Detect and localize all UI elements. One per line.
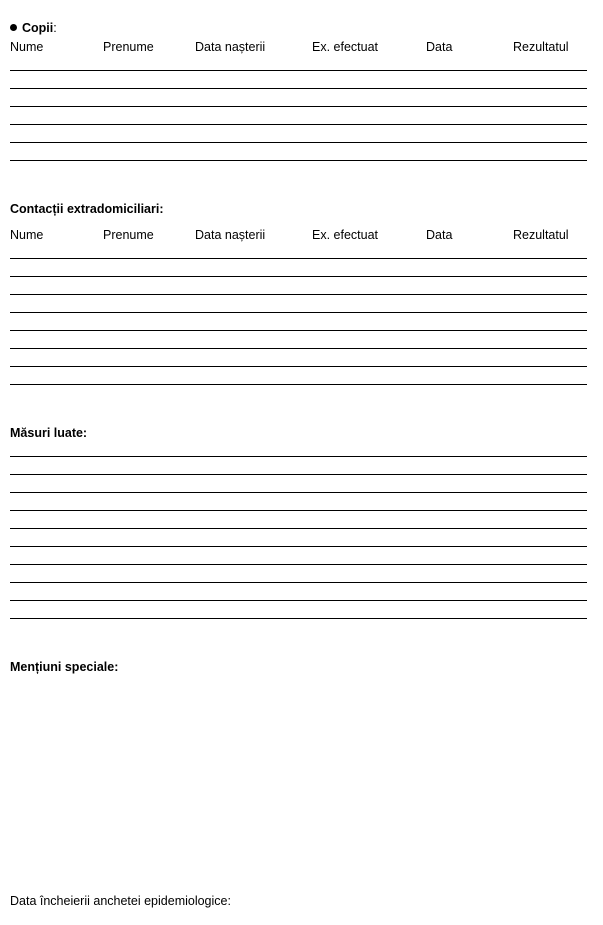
copii-col-prenume: Prenume [103,40,154,54]
contacti-section-title: Contacții extradomiciliari: [10,202,164,216]
masuri-row-line[interactable] [10,456,587,457]
contacti-row-line[interactable] [10,294,587,295]
copii-row-line[interactable] [10,88,587,89]
mentiuni-blank-area[interactable] [10,680,587,870]
contacti-col-data: Data [426,228,453,242]
contacti-col-rezultatul: Rezultatul [513,228,569,242]
copii-title: Copii [22,21,54,35]
copii-title-colon: : [53,21,57,35]
copii-col-data: Data [426,40,453,54]
masuri-row-line[interactable] [10,546,587,547]
contacti-col-ex-efectuat: Ex. efectuat [312,228,379,242]
contacti-col-nume: Nume [10,228,44,242]
masuri-row-line[interactable] [10,618,587,619]
copii-row-line[interactable] [10,124,587,125]
contacti-row-line[interactable] [10,276,587,277]
masuri-section-title: Măsuri luate: [10,426,88,440]
bullet-icon [10,24,17,31]
masuri-row-line[interactable] [10,510,587,511]
contacti-row-line[interactable] [10,366,587,367]
copii-section-title [10,22,57,35]
contacti-row-line[interactable] [10,348,587,349]
contacti-row-line[interactable] [10,330,587,331]
masuri-row-line[interactable] [10,492,587,493]
copii-col-rezultatul: Rezultatul [513,40,569,54]
copii-col-data-nasterii: Data nașterii [195,40,266,54]
copii-row-line[interactable] [10,160,587,161]
contacti-row-line[interactable] [10,312,587,313]
masuri-row-line[interactable] [10,600,587,601]
copii-col-nume: Nume [10,40,44,54]
masuri-row-line[interactable] [10,528,587,529]
contacti-col-data-nasterii: Data nașterii [195,228,266,242]
copii-row-line[interactable] [10,70,587,71]
masuri-row-line[interactable] [10,474,587,475]
contacti-row-line[interactable] [10,258,587,259]
masuri-row-line[interactable] [10,582,587,583]
contacti-row-line[interactable] [10,384,587,385]
anchetei-end-date-field[interactable] [250,890,587,910]
masuri-row-line[interactable] [10,564,587,565]
mentiuni-section-title: Mențiuni speciale: [10,660,119,674]
copii-row-line[interactable] [10,142,587,143]
copii-col-ex-efectuat: Ex. efectuat [312,40,379,54]
copii-row-line[interactable] [10,106,587,107]
contacti-col-prenume: Prenume [103,228,154,242]
anchetei-end-date-label: Data încheierii anchetei epidemiologice: [10,894,231,908]
